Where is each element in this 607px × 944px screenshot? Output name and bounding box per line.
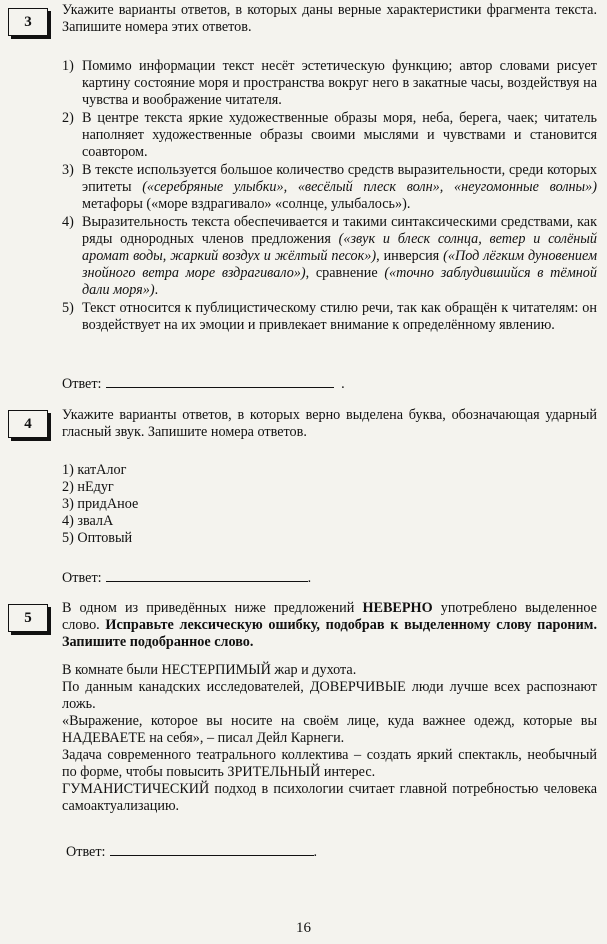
option-text: метафоры («море вздрагивало» «солнце, улыбалось»).	[82, 196, 411, 212]
task-number-box: 3	[8, 8, 48, 36]
question-instruction: Исправьте лексическую ошибку, подобрав к выделенному слову пароним. Запишите подобранное слово.	[62, 617, 597, 650]
option-text: В центре текста яркие художественные образы моря, неба, берега, чаек; читатель наполняет художественные образы своими мыслями и чувствами и становится соавтором.	[82, 110, 597, 160]
answer-end: .	[307, 570, 312, 586]
sentence: Задача современного театрального коллектива – создать яркий спектакль, необычный по форме, чтобы повысить ЗРИТЕЛЬНЫЙ интерес.	[62, 747, 597, 780]
answer-end: .	[313, 844, 318, 860]
option-text: , сравнение	[305, 265, 385, 281]
answer-end: .	[341, 376, 345, 392]
sentence: «Выражение, которое вы носите на своём лице, куда важнее одежд, которые вы НАДЕВАЕТЕ на себя», – писал Дейл Карнеги.	[62, 713, 597, 746]
option-item: 1) катАлог	[62, 462, 127, 478]
answer-row	[62, 374, 345, 393]
option-quote: («звук и блеск солнца, ветер и солёный аромат воды, жаркий воздух и жёлтый песок»)	[82, 231, 597, 264]
option-text: Текст относится к публицистическому стилю речи, так как обращён к читателям: он воздействует на их эмоции и привлекает внимание к определённому явлению.	[82, 300, 597, 333]
option-number: 4)	[62, 214, 74, 230]
option-item	[62, 214, 597, 299]
answer-label: Ответ:	[62, 376, 102, 392]
option-number: 5)	[62, 300, 74, 316]
option-text: Выразительность текста обеспечивается и такими синтаксическими средствами, как ряды однородных членов предложения	[82, 214, 597, 247]
option-item: 2) нЕдуг	[62, 479, 114, 495]
option-text: .	[154, 282, 159, 298]
option-item	[62, 58, 597, 109]
option-item	[62, 162, 597, 213]
task-question: Укажите варианты ответов, в которых верно выделена буква, обозначающая ударный гласный звук. Запишите номера ответов.	[62, 407, 597, 440]
options-list	[62, 58, 597, 335]
answer-row	[62, 568, 311, 587]
option-item	[62, 110, 597, 161]
answer-field[interactable]	[106, 374, 334, 388]
option-number: 3)	[62, 162, 74, 178]
option-text: Помимо информации текст несёт эстетическую функцию; автор словами рисует картину состояние моря и пространства вокруг него в закатные часы, воздействуя на чувства и воображение читателя.	[82, 58, 597, 108]
sentence: По данным канадских исследователей, ДОВЕРЧИВЫЕ люди лучше всех распознают ложь.	[62, 679, 597, 712]
task-number-box: 5	[8, 604, 48, 632]
option-item: 4) звалА	[62, 513, 114, 529]
option-number: 2)	[62, 110, 74, 126]
answer-row	[66, 842, 317, 861]
task-question	[62, 600, 597, 651]
question-text: употреблено выделенное слово.	[62, 600, 597, 633]
answer-label: Отвeт:	[62, 570, 102, 586]
task-number-box: 4	[8, 410, 48, 438]
question-emphasis: НЕВЕРНО	[362, 600, 433, 616]
answer-field[interactable]	[110, 842, 314, 856]
task-question: Укажите варианты ответов, в которых даны верные характеристики фрагмента текста. Запишите номера этих ответов.	[62, 2, 597, 35]
answer-label: Ответ:	[66, 844, 106, 860]
option-quote: («Под лёгким дуновением знойного ветра море вздрагивало»)	[82, 248, 598, 281]
option-quote: («точно заблудившийся в тёмной дали моря»)	[82, 265, 597, 298]
option-quote: («серебряные улыбки», «весёлый плеск волн», «неугомонные волны»)	[142, 179, 597, 195]
sentences-list	[62, 662, 597, 815]
page-number: 16	[296, 920, 311, 936]
option-item: 5) Оптовый	[62, 530, 133, 546]
sentence: В комнате были НЕСТЕРПИМЫЙ жар и духота.	[62, 662, 357, 678]
option-text: , инверсия	[376, 248, 444, 264]
options-list	[62, 462, 597, 547]
question-text: В одном из приведённых ниже предложений	[62, 600, 363, 616]
sentence: ГУМАНИСТИЧЕСКИЙ подход в психологии считает главной потребностью человека самоактуализацию.	[62, 781, 597, 814]
option-number: 1)	[62, 58, 74, 74]
option-text: В тексте используется большое количество средств выразительности, среди которых эпитеты	[82, 162, 597, 195]
answer-field[interactable]	[106, 568, 308, 582]
option-item: 3) придАное	[62, 496, 139, 512]
option-item	[62, 300, 597, 334]
